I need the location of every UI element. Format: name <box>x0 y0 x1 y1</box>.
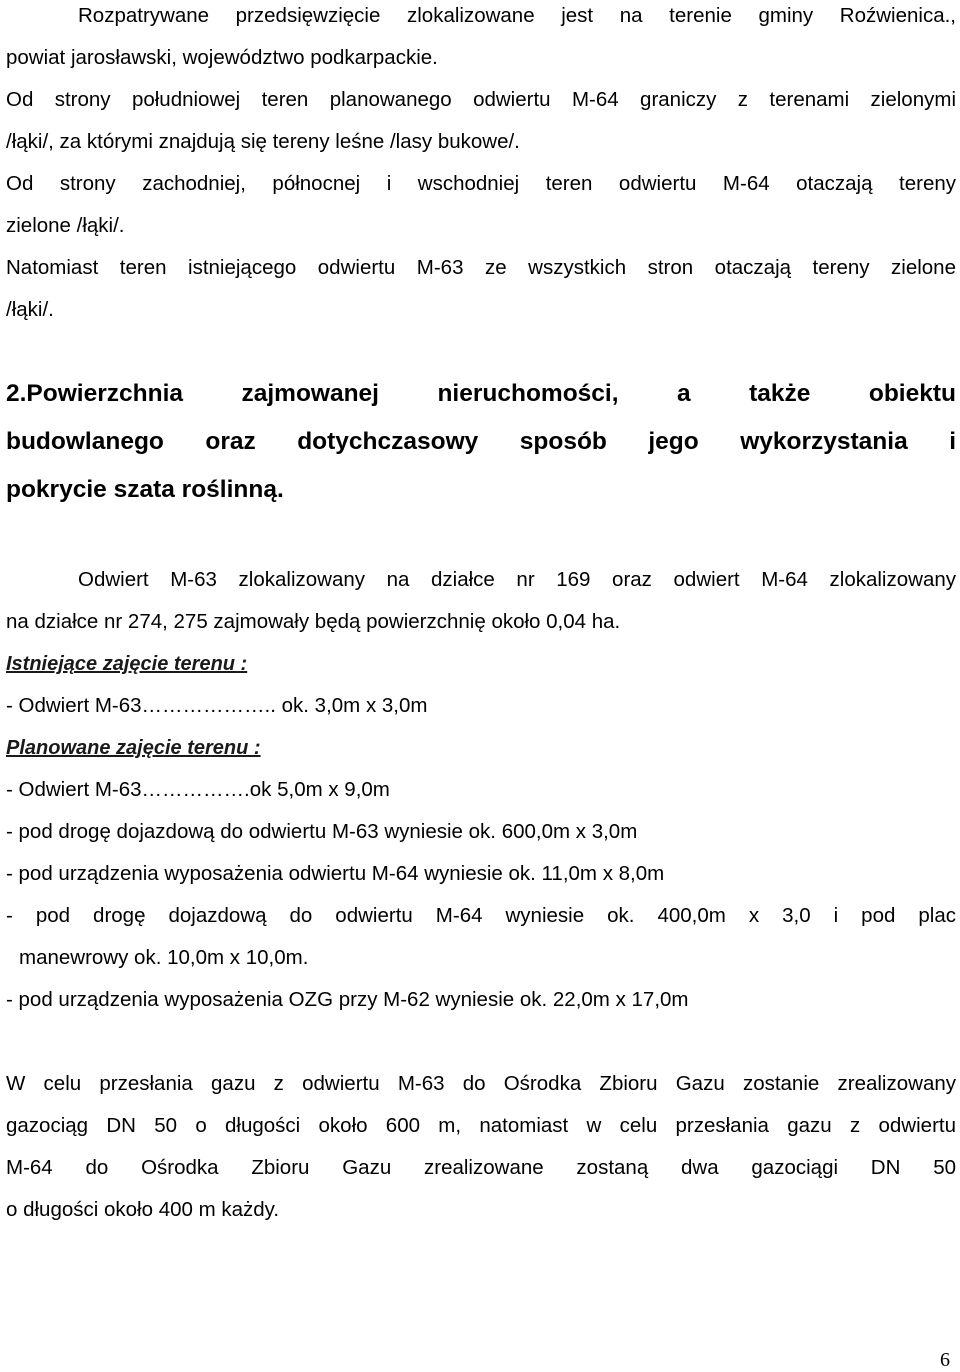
intro-line: Natomiast teren istniejącego odwiertu M-63 ze wszystkich stron otaczają tereny zielone <box>6 256 956 279</box>
intro-line: Rozpatrywane przedsięwzięcie zlokalizowane jest na terenie gminy Roźwienica., <box>78 4 956 27</box>
gas-paragraph-line: M-64 do Ośrodka Zbioru Gazu zrealizowane zostaną dwa gazociągi DN 50 <box>6 1156 956 1179</box>
planned-occupation-item: - Odwiert M-63…………….ok 5,0m x 9,0m <box>6 778 390 801</box>
intro-line: zielone /łąki/. <box>6 214 125 237</box>
gas-paragraph-line: o długości około 400 m każdy. <box>6 1198 280 1221</box>
intro-line: Od strony południowej teren planowanego odwiertu M-64 graniczy z terenami zielonymi <box>6 88 956 111</box>
section-heading-line: budowlanego oraz dotychczasowy sposób jego wykorzystania i <box>6 428 956 455</box>
intro-line: powiat jarosławski, województwo podkarpackie. <box>6 46 438 69</box>
existing-occupation-item: - Odwiert M-63……………….. ok. 3,0m x 3,0m <box>6 694 428 717</box>
planned-occupation-item: - pod drogę dojazdową do odwiertu M-64 wyniesie ok. 400,0m x 3,0 i pod plac <box>6 904 956 927</box>
planned-occupation-item: - pod drogę dojazdową do odwiertu M-63 wyniesie ok. 600,0m x 3,0m <box>6 820 638 843</box>
planned-occupation-item: - pod urządzenia wyposażenia odwiertu M-64 wyniesie ok. 11,0m x 8,0m <box>6 862 665 885</box>
intro-line: /łąki/, za którymi znajdują się tereny leśne /lasy bukowe/. <box>6 130 520 153</box>
page-number: 6 <box>940 1349 950 1371</box>
gas-paragraph-line: gazociąg DN 50 o długości około 600 m, natomiast w celu przesłania gazu z odwiertu <box>6 1114 956 1137</box>
intro-line: /łąki/. <box>6 298 54 321</box>
intro-line: Od strony zachodniej, północnej i wschodniej teren odwiertu M-64 otaczają tereny <box>6 172 956 195</box>
planned-occupation-heading: Planowane zajęcie terenu : <box>6 737 261 759</box>
section-heading-line: 2.Powierzchnia zajmowanej nieruchomości, a także obiektu <box>6 380 956 407</box>
existing-occupation-heading: Istniejące zajęcie terenu : <box>6 653 248 675</box>
section-heading-line: pokrycie szata roślinną. <box>6 476 284 503</box>
planned-occupation-item: manewrowy ok. 10,0m x 10,0m. <box>19 946 309 969</box>
paragraph-line: Odwiert M-63 zlokalizowany na działce nr 169 oraz odwiert M-64 zlokalizowany <box>78 568 956 591</box>
planned-occupation-item: - pod urządzenia wyposażenia OZG przy M-62 wyniesie ok. 22,0m x 17,0m <box>6 988 689 1011</box>
paragraph-line: na działce nr 274, 275 zajmowały będą powierzchnię około 0,04 ha. <box>6 610 621 633</box>
gas-paragraph-line: W celu przesłania gazu z odwiertu M-63 do Ośrodka Zbioru Gazu zostanie zrealizowany <box>6 1072 956 1095</box>
